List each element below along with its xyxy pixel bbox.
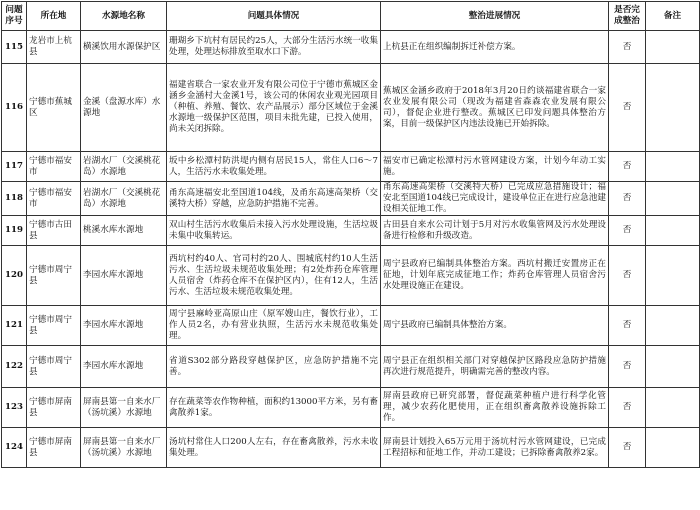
cell-progress: 古田县自来水公司计划于5月对污水收集管网及污水处理设备进行检修和升级改造。 xyxy=(381,216,609,246)
cell-problem: 福建省联合一家农业开发有限公司位于宁德市蕉城区金涵乡金涵村大金溪1号，该公司的休闲农业观光园项目（种植、养殖、餐饮、农产品展示）部分区域位于金溪水源地一级保护区范围，项目未批先建，已投入使用，尚未关闭拆除。 xyxy=(167,64,381,152)
cell-problem: 双山村生活污水收集后未接入污水处理设施，生活垃圾未集中收集转运。 xyxy=(167,216,381,246)
cell-place: 宁德市福安市 xyxy=(27,152,81,182)
cell-place: 宁德市周宁县 xyxy=(27,306,81,346)
header-place: 所在地 xyxy=(27,2,81,31)
cell-progress: 甬东高速高架桥（交溪特大桥）已完成应急措施设计；福安北至国道104线已完成设计，建设单位正在进行应急池建设相关征地工作。 xyxy=(381,182,609,216)
cell-place: 宁德市屏南县 xyxy=(27,428,81,468)
cell-note xyxy=(646,246,700,306)
cell-note xyxy=(646,216,700,246)
table-row xyxy=(2,216,700,246)
rectification-table xyxy=(1,1,700,468)
table-row xyxy=(2,388,700,428)
cell-problem: 存在蔬菜等农作物种植，面积约13000平方米，另有畜禽散养1家。 xyxy=(167,388,381,428)
cell-num: 123 xyxy=(2,388,27,428)
cell-done: 否 xyxy=(609,182,646,216)
cell-done: 否 xyxy=(609,152,646,182)
cell-done: 否 xyxy=(609,64,646,152)
cell-source: 李园水库水源地 xyxy=(81,306,167,346)
cell-progress: 周宁县政府已编制具体整治方案。西坑村搬迁安置房正在征地，计划年底完成征地工作；炸药仓库管理人员宿舍污水处理设施正在建设。 xyxy=(381,246,609,306)
cell-problem: 珊瑚乡下坑村有居民约25人，大部分生活污水统一收集处理，处理达标排放至取水口下游。 xyxy=(167,31,381,64)
cell-place: 宁德市古田县 xyxy=(27,216,81,246)
cell-problem: 周宁县麻岭亚高原山庄（原军嫂山庄，餐饮行业），工作人员2名，办有营业执照，生活污水未规范收集处理。 xyxy=(167,306,381,346)
cell-progress: 周宁县正在组织相关部门对穿越保护区路段应急防护措施再次进行规范提升，明确需完善的整改内容。 xyxy=(381,346,609,388)
table-row xyxy=(2,428,700,468)
cell-note xyxy=(646,346,700,388)
table-row xyxy=(2,246,700,306)
cell-note xyxy=(646,428,700,468)
cell-source: 李园水库水源地 xyxy=(81,246,167,306)
cell-note xyxy=(646,388,700,428)
cell-problem: 西坑村约40人、官司村约20人、围城底村约10人生活污水、生活垃圾未规范收集处理；有2处炸药仓库管理人员宿舍（炸药仓库不在保护区内），住有12人，生活污水、生活垃圾未规范收集处理。 xyxy=(167,246,381,306)
cell-problem: 省道S302部分路段穿越保护区，应急防护措施不完善。 xyxy=(167,346,381,388)
cell-problem: 甬东高速福安北至国道104线，及甬东高速高架桥（交溪特大桥）穿越，应急防护措施不完善。 xyxy=(167,182,381,216)
header-note: 备注 xyxy=(646,2,700,31)
cell-note xyxy=(646,152,700,182)
cell-place: 宁德市周宁县 xyxy=(27,246,81,306)
table-row xyxy=(2,152,700,182)
cell-note xyxy=(646,31,700,64)
header-done: 是否完成整治 xyxy=(609,2,646,31)
cell-done: 否 xyxy=(609,216,646,246)
cell-place: 宁德市福安市 xyxy=(27,182,81,216)
cell-place: 龙岩市上杭县 xyxy=(27,31,81,64)
cell-source: 岩湖水厂（交溪桃花岛）水源地 xyxy=(81,152,167,182)
cell-num: 117 xyxy=(2,152,27,182)
cell-place: 宁德市蕉城区 xyxy=(27,64,81,152)
header-row xyxy=(2,2,700,31)
cell-source: 桃溪水库水源地 xyxy=(81,216,167,246)
cell-progress: 福安市已确定松潭村污水管网建设方案，计划今年动工实施。 xyxy=(381,152,609,182)
cell-num: 124 xyxy=(2,428,27,468)
cell-source: 金溪（盘源水库）水源地 xyxy=(81,64,167,152)
table-row xyxy=(2,64,700,152)
cell-problem: 汤坑村常住人口200人左右，存在畜禽散养，污水未收集处理。 xyxy=(167,428,381,468)
cell-done: 否 xyxy=(609,246,646,306)
cell-done: 否 xyxy=(609,306,646,346)
cell-problem: 坂中乡松潭村防洪堤内侧有居民15人，常住人口6～7人，生活污水未收集处理。 xyxy=(167,152,381,182)
cell-note xyxy=(646,182,700,216)
cell-num: 120 xyxy=(2,246,27,306)
header-progress: 整治进展情况 xyxy=(381,2,609,31)
header-problem: 问题具体情况 xyxy=(167,2,381,31)
cell-progress: 上杭县正在组织编制拆迁补偿方案。 xyxy=(381,31,609,64)
cell-num: 122 xyxy=(2,346,27,388)
cell-place: 宁德市屏南县 xyxy=(27,388,81,428)
cell-num: 118 xyxy=(2,182,27,216)
cell-source: 李园水库水源地 xyxy=(81,346,167,388)
cell-num: 119 xyxy=(2,216,27,246)
cell-done: 否 xyxy=(609,31,646,64)
cell-progress: 周宁县政府已编制具体整治方案。 xyxy=(381,306,609,346)
cell-done: 否 xyxy=(609,388,646,428)
cell-progress: 屏南县政府已研究部署，督促蔬菜种植户进行科学化管理，减少农药化肥使用，正在组织畜禽散养设施拆除工作。 xyxy=(381,388,609,428)
cell-num: 115 xyxy=(2,31,27,64)
header-source: 水源地名称 xyxy=(81,2,167,31)
cell-num: 116 xyxy=(2,64,27,152)
header-num: 问题序号 xyxy=(2,2,27,31)
cell-num: 121 xyxy=(2,306,27,346)
cell-note xyxy=(646,306,700,346)
cell-progress: 蕉城区金涵乡政府于2018年3月20日约谈福建省联合一家农业发展有限公司（现改为福建省森森农业发展有限公司），督促企业进行整改。蕉城区已印发问题具体整治方案，目前一级保护区内违法设施已开始拆除。 xyxy=(381,64,609,152)
table-row xyxy=(2,31,700,64)
table-row xyxy=(2,306,700,346)
table-row xyxy=(2,346,700,388)
cell-source: 横溪饮用水源保护区 xyxy=(81,31,167,64)
cell-place: 宁德市周宁县 xyxy=(27,346,81,388)
table-row xyxy=(2,182,700,216)
cell-source: 屏南县第一自来水厂（汤坑溪）水源地 xyxy=(81,388,167,428)
cell-progress: 屏南县计划投入65万元用于汤坑村污水管网建设，已完成工程招标和征地工作，并动工建设；已拆除畜禽散养2家。 xyxy=(381,428,609,468)
cell-done: 否 xyxy=(609,428,646,468)
cell-source: 屏南县第一自来水厂（汤坑溪）水源地 xyxy=(81,428,167,468)
cell-source: 岩湖水厂（交溪桃花岛）水源地 xyxy=(81,182,167,216)
cell-done: 否 xyxy=(609,346,646,388)
cell-note xyxy=(646,64,700,152)
